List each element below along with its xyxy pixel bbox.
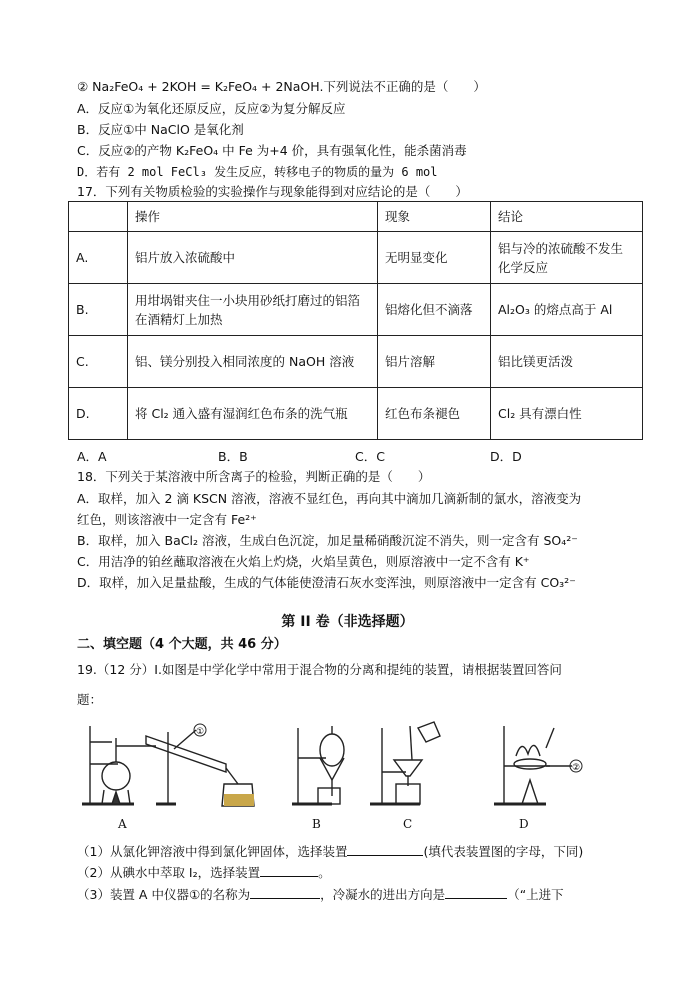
table-header-cell: 操作 — [128, 202, 378, 232]
q19-sub2-end: 。 — [318, 865, 331, 880]
q17-stem: 17．下列有关物质检验的实验操作与现象能得到对应结论的是（ ） — [77, 184, 468, 199]
q16-option-a: A．反应①为氧化还原反应，反应②为复分解反应 — [77, 101, 346, 116]
q16-option-c: C．反应②的产物 K₂FeO₄ 中 Fe 为+4 价，具有强氧化性，能杀菌消毒 — [77, 143, 467, 158]
q17-table — [68, 201, 643, 440]
answer-blank[interactable] — [260, 863, 318, 877]
q19-stem-line1: 19.（12 分）Ⅰ.如图是中学化学中常用于混合物的分离和提纯的装置，请根据装置回答问 — [77, 662, 562, 677]
q19-sub3-mid: ，冷凝水的进出方向是 — [320, 887, 446, 902]
answer-blank[interactable] — [347, 842, 423, 856]
row-conclusion: Cl₂ 具有漂白性 — [491, 388, 643, 440]
q17-option-b: B．B — [218, 449, 248, 464]
row-label: C. — [69, 336, 128, 388]
table-row — [69, 284, 643, 336]
row-operation: 用坩埚钳夹住一小块用砂纸打磨过的铝箔在酒精灯上加热 — [128, 284, 378, 336]
apparatus-c-filtration — [370, 722, 440, 804]
q19-sub3-text: （3）装置 A 中仪器①的名称为 — [77, 887, 251, 902]
q16-option-b: B．反应①中 NaClO 是氧化剂 — [77, 122, 244, 137]
row-conclusion: 铝比镁更活泼 — [491, 336, 643, 388]
q18-option-d: D．取样，加入足量盐酸，生成的气体能使澄清石灰水变浑浊，则原溶液中一定含有 CO₃²⁻ — [77, 575, 576, 590]
q16-line-equation: ② Na₂FeO₄ + 2KOH = K₂FeO₄ + 2NaOH.下列说法不正确的是（ ） — [77, 79, 486, 94]
section-title: 二、填空题（4 个大题，共 46 分） — [77, 637, 287, 652]
row-label: D. — [69, 388, 128, 440]
table-header-cell: 现象 — [378, 202, 491, 232]
row-label: B. — [69, 284, 128, 336]
row-operation: 将 Cl₂ 通入盛有湿润红色布条的洗气瓶 — [128, 388, 378, 440]
q19-sub3-end: （“上进下 — [507, 887, 564, 902]
apparatus-label-d: D — [519, 817, 529, 831]
q19-stem-line2: 题： — [77, 692, 103, 707]
q17-option-a: A．A — [77, 449, 107, 464]
table-header-cell — [69, 202, 128, 232]
table-row — [69, 232, 643, 284]
q19-sub1-note: (填代表装置图的字母，下同) — [423, 844, 584, 859]
apparatus-label-c: C — [403, 817, 413, 831]
q18-option-a-line2: 红色，则该溶液中一定含有 Fe²⁺ — [77, 512, 257, 527]
row-label: A. — [69, 232, 128, 284]
q16-option-d: D．若有 2 mol FeCl₃ 发生反应，转移电子的物质的量为 6 mol — [77, 165, 438, 179]
table-row — [69, 336, 643, 388]
answer-blank[interactable] — [445, 885, 507, 899]
q18-option-c: C．用洁净的铂丝蘸取溶液在火焰上灼烧，火焰呈黄色，则原溶液中一定不含有 K⁺ — [77, 554, 530, 569]
callout-2-label: ② — [571, 763, 581, 773]
q17-option-d: D．D — [490, 449, 522, 464]
row-operation: 铝片放入浓硫酸中 — [128, 232, 378, 284]
q19-sub1-text: （1）从氯化钾溶液中得到氯化钾固体，选择装置 — [77, 844, 348, 859]
q19-sub1 — [77, 842, 583, 860]
q18-stem: 18．下列关于某溶液中所含离子的检验，判断正确的是（ ） — [77, 469, 431, 484]
q18-option-a-line1: A．取样，加入 2 滴 KSCN 溶液，溶液不显红色，再向其中滴加几滴新制的氯水，溶液变为 — [77, 491, 582, 506]
q18-option-b: B．取样，加入 BaCl₂ 溶液，生成白色沉淀，加足量稀硝酸沉淀不消失，则一定含有 SO₄²⁻ — [77, 533, 578, 548]
q19-sub2 — [77, 863, 331, 881]
row-observation: 铝熔化但不滴落 — [378, 284, 491, 336]
q19-sub3 — [77, 885, 564, 903]
apparatus-label-b: B — [312, 817, 321, 831]
table-header-row — [69, 202, 643, 232]
q17-option-c: C．C — [355, 449, 385, 464]
row-observation: 铝片溶解 — [378, 336, 491, 388]
part2-title: 第 II 卷（非选择题） — [281, 614, 414, 630]
apparatus-b-separating-funnel — [292, 726, 344, 804]
answer-blank[interactable] — [250, 885, 320, 899]
row-conclusion: Al₂O₃ 的熔点高于 Al — [491, 284, 643, 336]
apparatus-a-distillation — [82, 726, 254, 806]
callout-1-label: ① — [195, 727, 205, 737]
table-row — [69, 388, 643, 440]
row-observation: 红色布条褪色 — [378, 388, 491, 440]
apparatus-d-evaporation — [494, 726, 572, 804]
apparatus-figure — [76, 718, 616, 818]
row-conclusion: 铝与冷的浓硫酸不发生化学反应 — [491, 232, 643, 284]
q19-sub2-text: （2）从碘水中萃取 I₂，选择装置 — [77, 865, 261, 880]
table-header-cell: 结论 — [491, 202, 643, 232]
row-operation: 铝、镁分别投入相同浓度的 NaOH 溶液 — [128, 336, 378, 388]
row-observation: 无明显变化 — [378, 232, 491, 284]
apparatus-label-a: A — [118, 817, 127, 831]
